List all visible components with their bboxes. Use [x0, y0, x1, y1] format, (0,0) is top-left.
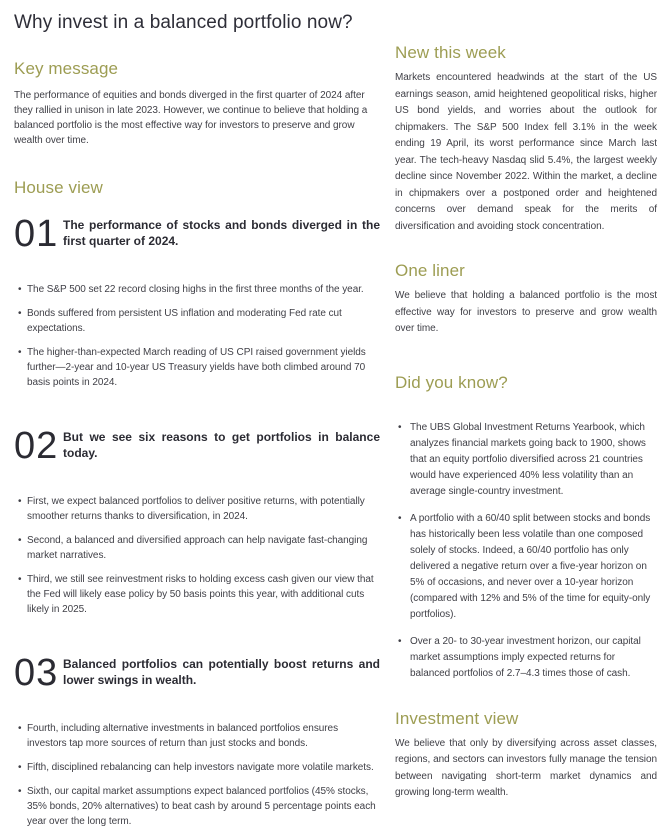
house-view-item-2	[14, 426, 380, 617]
bullet-list	[14, 721, 380, 829]
two-column-layout	[14, 38, 657, 838]
right-column	[395, 38, 657, 802]
bullet-text: The higher-than-expected March reading of US CPI raised government yields further—2-year and 10-year US Treasury yields have both climbed around 70 basis points in 2024.	[27, 347, 366, 388]
bullet-text: The UBS Global Investment Returns Yearbook, which analyzes financial markets going back to 1900, shows that an equity portfolio diversified across 21 countries would have experienced 40% less volatility than an average single-country investment.	[410, 421, 646, 497]
house-view-section	[14, 178, 380, 829]
investment-view-section	[395, 709, 657, 802]
list-item	[14, 721, 380, 751]
bullet-text: Third, we still see reinvestment risks to holding excess cash given our view that the Fed will likely ease policy by 50 basis points this year, with additional cuts likely in 2025.	[27, 574, 374, 615]
bullet-icon: •	[18, 574, 22, 585]
bullet-list	[14, 494, 380, 617]
list-item	[14, 760, 380, 775]
bullet-text: Bonds suffered from persistent US inflation and moderating Fed rate cut expectations.	[27, 308, 342, 334]
left-column	[14, 38, 380, 838]
new-this-week-section	[395, 43, 657, 235]
bullet-icon: •	[398, 635, 402, 647]
statement-number: 03	[14, 652, 59, 694]
did-you-know-section	[395, 373, 657, 682]
bullet-text: Second, a balanced and diversified approach can help navigate fast-changing market narratives.	[27, 535, 368, 561]
key-message-body: The performance of equities and bonds diverged in the first quarter of 2024 after they rallied in unison in late 2023. However, we continue to believe that holding a balanced portfolio is the most effective way for investors to preserve and grow wealth over time.	[14, 90, 368, 146]
statement-text: But we see six reasons to get portfolios in balance today.	[63, 430, 380, 460]
one-liner-section	[395, 261, 657, 338]
bullet-icon: •	[18, 762, 22, 773]
house-view-heading: House view	[14, 178, 103, 197]
bullet-text: A portfolio with a 60/40 split between stocks and bonds has historically been less volatile than one composed solely of stocks. Indeed, a 60/40 portfolio has only delivered a negative return over a five-year horizon on 5% of occasions, and never over a 10-year horizon (compared with 12% and 5% of the time for equity-only portfolios).	[410, 512, 651, 620]
list-item	[395, 511, 657, 623]
key-message-heading: Key message	[14, 59, 119, 78]
house-view-item-3	[14, 653, 380, 829]
statement-number: 01	[14, 213, 59, 255]
new-this-week-heading: New this week	[395, 43, 506, 62]
list-item	[14, 282, 380, 297]
key-message-section	[14, 59, 380, 148]
bullet-text: First, we expect balanced portfolios to deliver positive returns, with potentially smoother returns thanks to diversification, in 2024.	[27, 496, 365, 522]
bullet-icon: •	[398, 512, 402, 524]
bullet-icon: •	[18, 535, 22, 546]
list-item	[14, 494, 380, 524]
list-item	[395, 420, 657, 500]
statement-row	[14, 426, 380, 466]
bullet-icon: •	[18, 284, 22, 295]
bullet-icon: •	[398, 421, 402, 433]
statement-text: Balanced portfolios can potentially boost returns and lower swings in wealth.	[63, 657, 380, 687]
house-view-item-1	[14, 214, 380, 390]
bullet-list	[395, 420, 657, 682]
one-liner-heading: One liner	[395, 261, 465, 280]
list-item	[14, 533, 380, 563]
statement-text: The performance of stocks and bonds diverged in the first quarter of 2024.	[63, 218, 380, 248]
list-item	[14, 572, 380, 617]
bullet-icon: •	[18, 786, 22, 797]
list-item	[14, 345, 380, 390]
statement-row	[14, 653, 380, 693]
bullet-text: Over a 20- to 30-year investment horizon, our capital market assumptions imply expected returns for balanced portfolios of 2.7–4.3 times those of cash.	[410, 635, 641, 679]
statement-row	[14, 214, 380, 254]
list-item	[14, 306, 380, 336]
bullet-text: Fourth, including alternative investments in balanced portfolios ensures investors tap more sources of return than just stocks and bonds.	[27, 723, 339, 749]
bullet-icon: •	[18, 347, 22, 358]
bullet-list	[14, 282, 380, 390]
list-item	[395, 634, 657, 682]
bullet-text: Fifth, disciplined rebalancing can help investors navigate more volatile markets.	[27, 762, 374, 773]
statement-number: 02	[14, 425, 59, 467]
bullet-text: Sixth, our capital market assumptions expect balanced portfolios (45% stocks, 35% bonds, 20% alternatives) to beat cash by around 5 percentage points each year over the long term.	[27, 786, 376, 827]
investment-view-heading: Investment view	[395, 708, 519, 728]
did-you-know-heading: Did you know?	[395, 372, 508, 392]
bullet-icon: •	[18, 496, 22, 507]
investment-view-body: We believe that only by diversifying across asset classes, regions, and sectors can investors fully manage the tension between navigating short-term market dynamics and growing long-term wealth.	[395, 737, 657, 798]
one-liner-body: We believe that holding a balanced portfolio is the most effective way for investors to preserve and grow wealth over time.	[395, 290, 657, 334]
page-title: Why invest in a balanced portfolio now?	[14, 12, 353, 33]
list-item	[14, 784, 380, 829]
bullet-icon: •	[18, 308, 22, 319]
new-this-week-body: Markets encountered headwinds at the start of the US earnings season, amid heightened geopolitical risks, higher US bond yields, and worries about the outlook for chipmakers. The S&P 500 Index fell 3.1% in the week ending 19 April, its worst performance since March last year. The tech-heavy Nasdaq slid 5.4%, the largest weekly decline since November 2022. Within the market, a decline in chipmakers over a postponed order and heightened concerns over demand speak for the merits of diversification and avoiding stock concentration.	[395, 72, 657, 232]
bullet-icon: •	[18, 723, 22, 734]
bullet-text: The S&P 500 set 22 record closing highs in the first three months of the year.	[27, 284, 364, 295]
